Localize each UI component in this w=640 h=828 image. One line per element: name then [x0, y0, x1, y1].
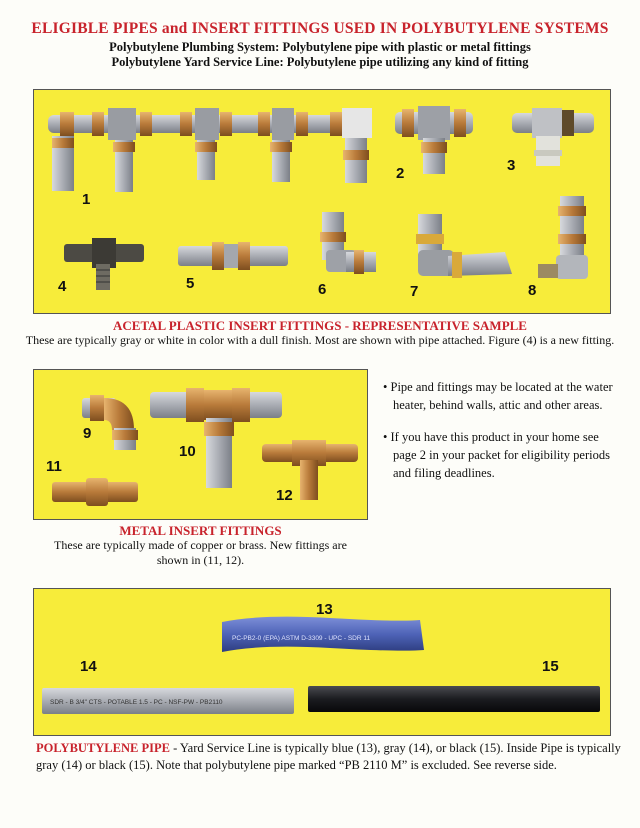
figure-15-black-pipe: [308, 686, 600, 712]
figure-number-15: 15: [542, 658, 559, 675]
figure-8-threaded-elbow: [538, 196, 588, 279]
figure-7-elbow: [416, 214, 512, 278]
figure-number-3: 3: [507, 157, 516, 174]
figure-number-10: 10: [179, 443, 196, 460]
figure-number-11: 11: [46, 458, 62, 475]
bullet-eligibility: • If you have this product in your home see page 2 in your packet for eligibility periods and filing deadlines.: [383, 430, 610, 480]
figure-number-12: 12: [276, 487, 293, 504]
pipe-14-print: SDR - B 3/4" CTS - POTABLE 1.5 - PC - NSF-PW - PB2110: [50, 699, 223, 706]
bullet-location: • Pipe and fittings may be located at the water heater, behind walls, attic and other areas.: [383, 380, 613, 412]
figure-number-2: 2: [396, 165, 405, 182]
figure-3-plastic-tee: [512, 108, 594, 166]
page-title: ELIGIBLE PIPES and INSERT FITTINGS USED IN POLYBUTYLENE SYSTEMS: [31, 20, 609, 37]
pipe-description: [36, 740, 621, 774]
acetal-heading: ACETAL PLASTIC INSERT FITTINGS - REPRESENTATIVE SAMPLE: [113, 318, 527, 333]
figure-number-4: 4: [58, 278, 67, 295]
info-bullets: [383, 378, 623, 496]
figure-number-1: 1: [82, 191, 91, 208]
figure-5-coupling: [178, 242, 288, 270]
figure-4-new-tee: [64, 238, 144, 290]
figure-number-8: 8: [528, 282, 537, 299]
figure-6-elbow: [320, 212, 376, 274]
acetal-caption: These are typically gray or white in color with a dull finish. Most are shown with pipe attached. Figure (4) is a new fitting.: [25, 333, 615, 347]
figure-number-5: 5: [186, 275, 195, 292]
figure-2-plastic-tee: [395, 106, 473, 174]
subtitle-plumbing-system: Polybutylene Plumbing System: Polybutylene pipe with plastic or metal fittings: [109, 40, 531, 54]
figure-number-7: 7: [410, 283, 419, 300]
figure-14-gray-pipe: [42, 688, 294, 714]
pipe-text: - Yard Service Line is typically blue (13), gray (14), or black (15). Inside Pipe is typically gray (14) or black (15). Note that polybutylene pipe marked “PB 2110 M” is excluded. See reverse side.: [36, 741, 621, 772]
figure-number-6: 6: [318, 281, 327, 298]
figure-11-copper-coupling: [52, 478, 138, 506]
figure-10-copper-tee: [150, 388, 282, 488]
subtitle-yard-service-line: Polybutylene Yard Service Line: Polybutylene pipe utilizing any kind of fitting: [111, 55, 529, 69]
figure-number-14: 14: [80, 658, 97, 675]
pipe-heading: POLYBUTYLENE PIPE: [36, 741, 170, 755]
pipe-13-print: PC-PB2-0 (EPA) ASTM D-3309 - UPC - SDR 11: [232, 635, 371, 642]
figure-13-blue-pipe: [222, 617, 424, 652]
figure-number-13: 13: [316, 601, 333, 618]
metal-caption-line-2: shown in (11, 12).: [156, 553, 245, 567]
figure-number-9: 9: [83, 425, 92, 442]
metal-caption: [33, 538, 368, 568]
metal-heading: METAL INSERT FITTINGS: [119, 523, 282, 538]
figure-1-tee-manifold: [48, 108, 372, 192]
metal-caption-line-1: These are typically made of copper or brass. New fittings are: [54, 538, 347, 552]
